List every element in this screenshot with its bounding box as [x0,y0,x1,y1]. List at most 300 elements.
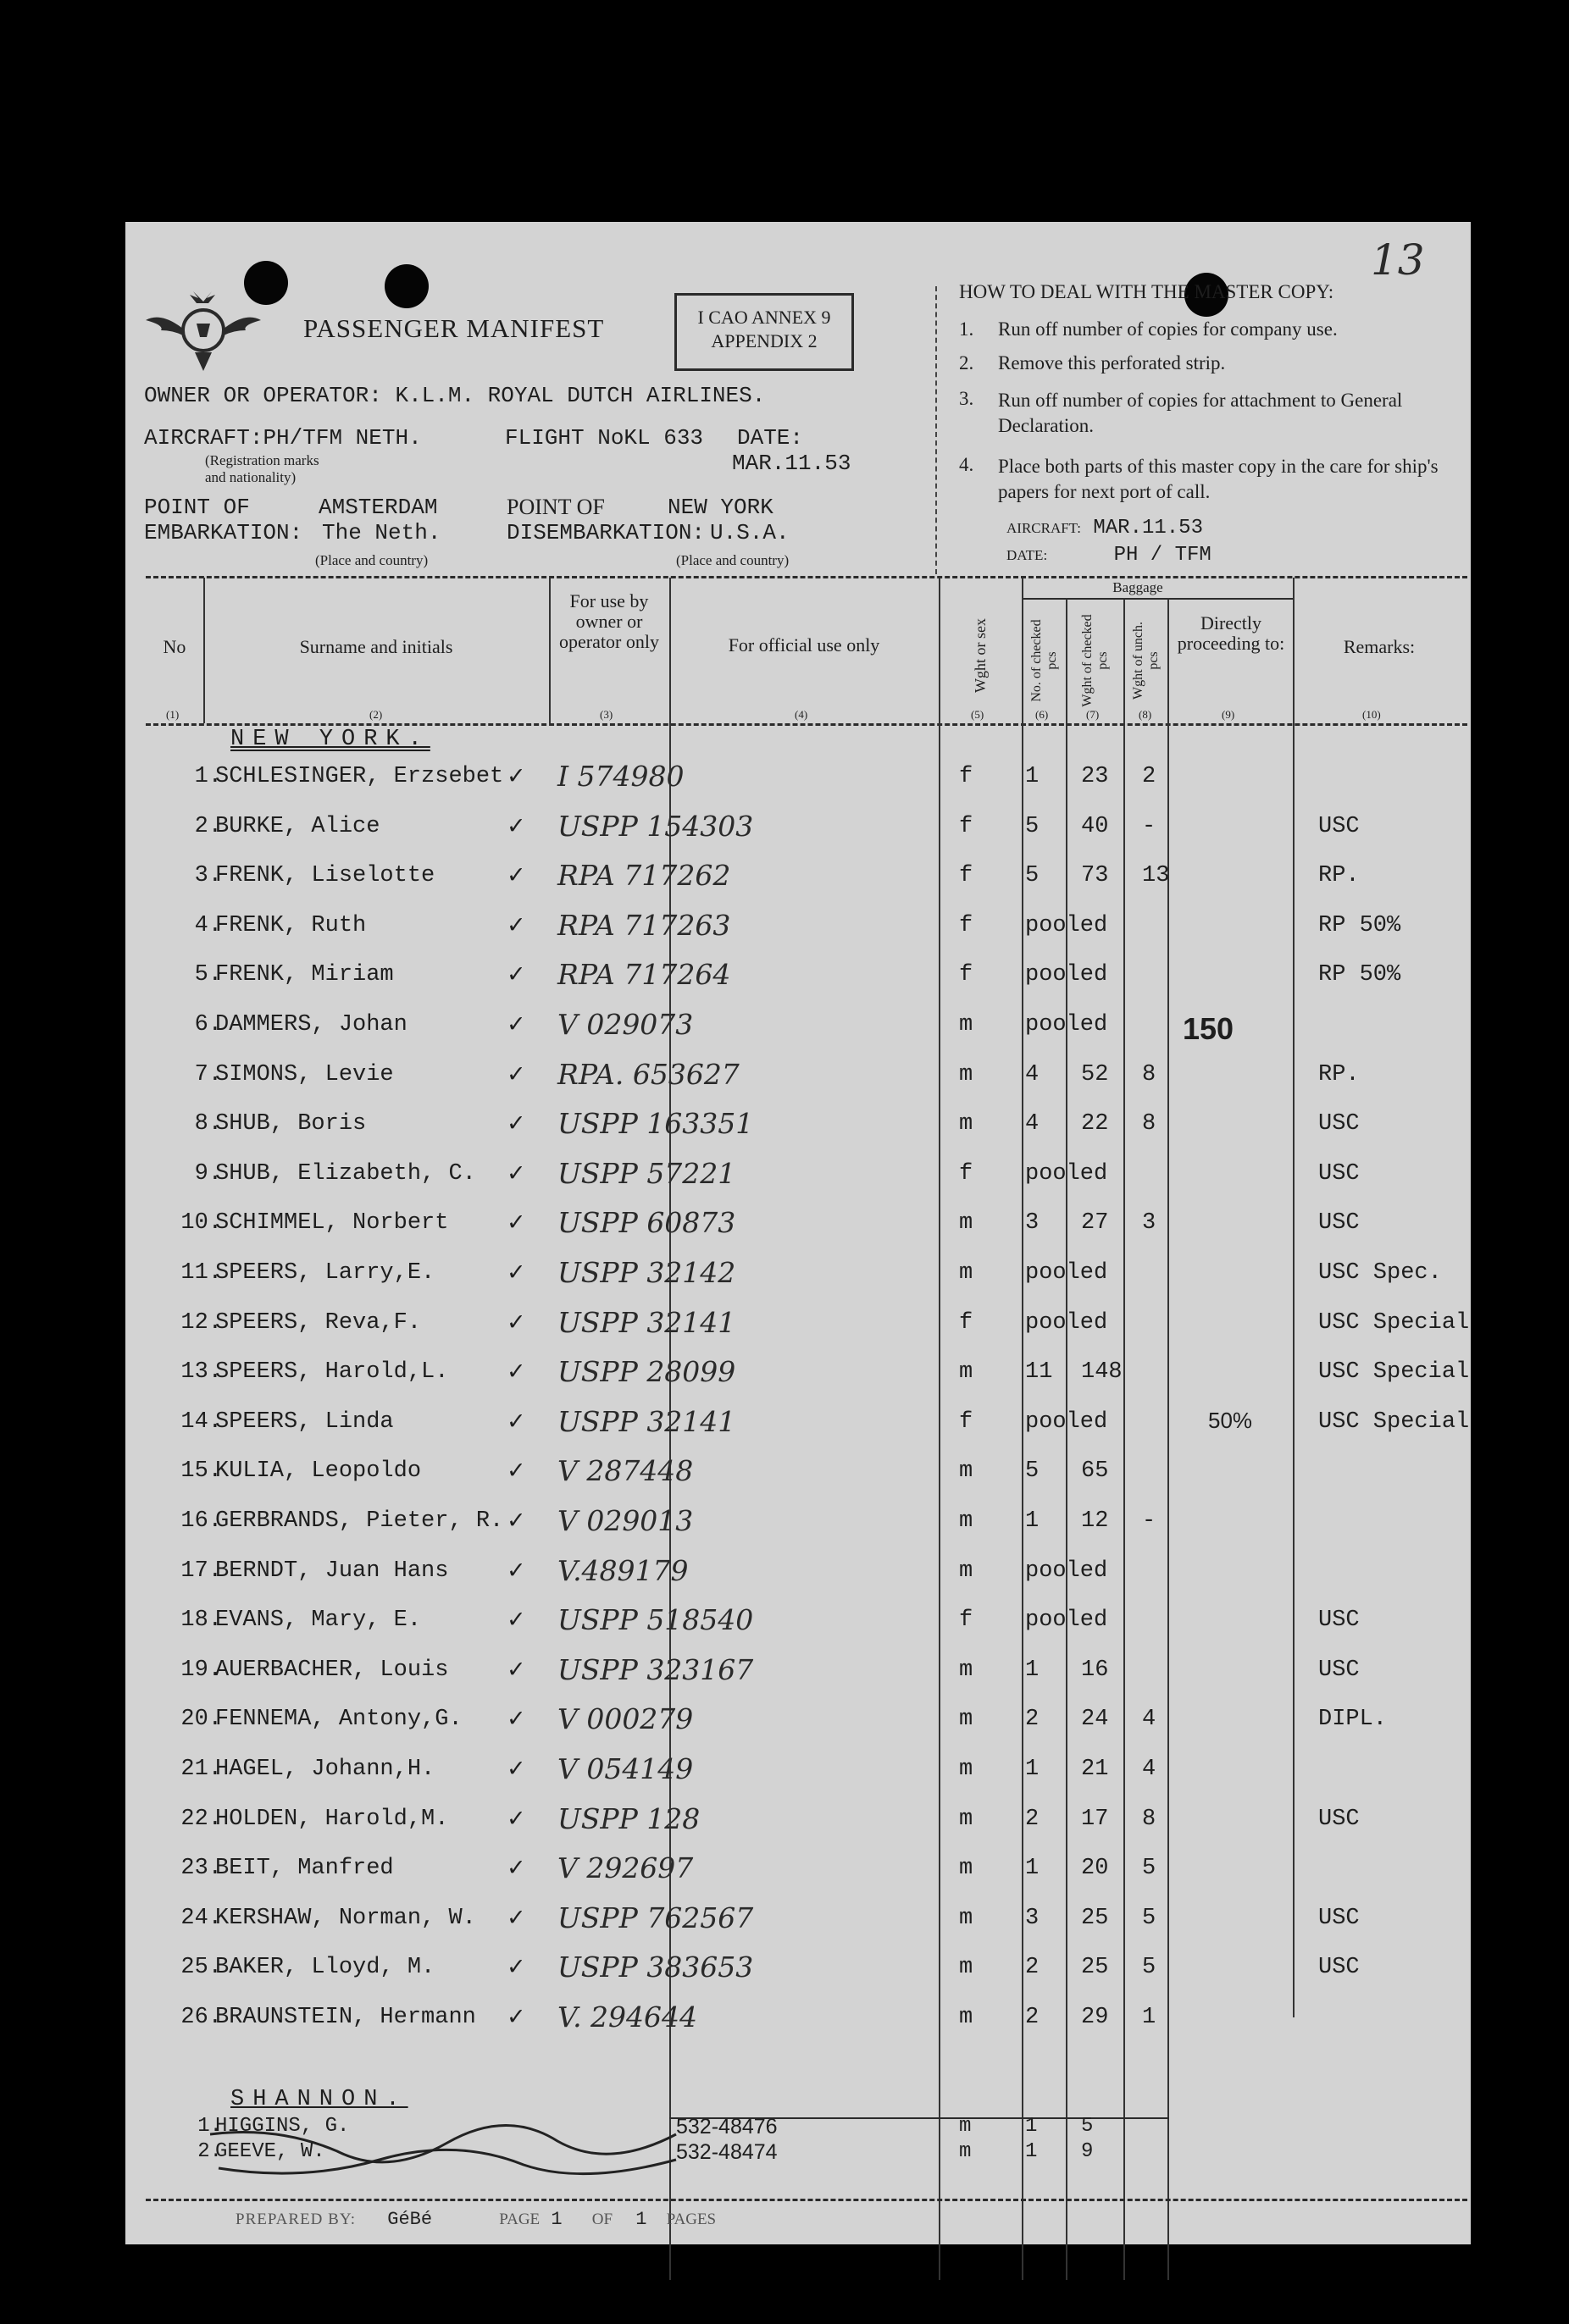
checked-weight: 22 [1081,1111,1109,1137]
checked-weight: 24 [1081,1707,1109,1732]
remarks: USC [1318,1906,1360,1931]
col-divider [549,578,551,723]
passenger-sex: f [959,814,973,839]
passport-number: V 029013 [557,1504,694,1537]
official-number: 532-48474 [676,2140,778,2164]
disembark-note: (Place and country) [676,552,790,568]
passport-number: V 054149 [557,1752,694,1785]
remarks: USC [1318,1657,1360,1683]
passenger-name: SCHLESINGER, Erzsebet [215,764,504,789]
passenger-sex: m [959,1062,973,1087]
instruction-text: Remove this perforated strip. [998,352,1226,374]
strip-aircraft-label: AIRCRAFT: [1006,520,1081,536]
checked-weight: 16 [1081,1657,1109,1683]
passenger-name: BURKE, Alice [215,814,380,839]
passenger-number: 10. [180,1210,222,1236]
passport-number: USPP 128 [557,1802,701,1835]
page-value: 1 [551,2209,563,2230]
col-header-unchecked-wt: Wght of unch. pcs [1131,622,1161,700]
checked-pieces: pooled [1025,1409,1108,1435]
passenger-sex: m [959,2005,973,2030]
page-label: PAGE [499,2211,541,2228]
checked-pieces: pooled [1025,1310,1108,1336]
check-mark-icon: ✓ [507,1309,526,1336]
aircraft-note-2: and nationality) [205,469,297,485]
checked-weight: 25 [1081,1955,1109,1980]
table-row [125,1149,1471,1198]
passenger-number: 14. [180,1409,222,1435]
checked-weight: 73 [1081,863,1109,888]
check-mark-icon: ✓ [507,1160,526,1187]
unchecked-weight: 8 [1142,1807,1156,1832]
passenger-sex: m [959,2140,972,2163]
passenger-number: 7. [194,1062,222,1087]
passenger-name: BERNDT, Juan Hans [215,1558,449,1584]
official-number: 532-48476 [676,2115,778,2139]
unchecked-weight: - [1142,1508,1156,1534]
passport-number: RPA 717263 [557,909,731,942]
col-header-baggage: Baggage [1112,579,1163,595]
checked-pieces: 1 [1025,1657,1040,1683]
passenger-number: 13. [180,1359,222,1385]
checked-pieces: 3 [1025,1210,1040,1236]
col-num: (1) [166,708,180,721]
check-mark-icon: ✓ [507,1458,526,1484]
aircraft-label: AIRCRAFT: [144,425,263,451]
prepared-value: GéBé [387,2209,433,2230]
baggage-rule [1022,598,1293,600]
col-header-official-use: For official use only [728,634,880,656]
passport-number: USPP 32142 [557,1256,736,1289]
passenger-number: 1. [194,764,222,789]
passenger-number: 11. [180,1260,222,1286]
check-mark-icon: ✓ [507,2004,526,2030]
checked-pieces: 11 [1025,1359,1053,1385]
passenger-name: HAGEL, Johann,H. [215,1757,435,1782]
passenger-number: 8. [194,1111,222,1137]
unchecked-weight: 5 [1142,1906,1156,1931]
check-mark-icon: ✓ [507,1756,526,1782]
punch-hole [385,264,429,308]
passport-number: USPP 762567 [557,1901,754,1934]
table-row [125,1795,1471,1844]
passenger-sex: m [959,1359,973,1385]
instruction-text: Run off number of copies for attachment to General Declaration. [998,390,1403,436]
table-row [125,901,1471,950]
table-row [125,1298,1471,1347]
table-row [125,1198,1471,1248]
remarks: USC [1318,1111,1360,1137]
checked-weight: 21 [1081,1757,1109,1782]
annex-box [674,293,854,371]
passenger-number: 16. [180,1508,222,1534]
table-top-rule [146,576,1467,578]
checked-weight: 5 [1081,2115,1094,2138]
passenger-number: 24. [180,1906,222,1931]
remarks: USC [1318,1607,1360,1633]
strip-aircraft-value: MAR.11.53 [1093,517,1203,540]
passenger-name: EVANS, Mary, E. [215,1607,422,1633]
checked-pieces: 1 [1025,1856,1040,1881]
table-row [125,1050,1471,1099]
date-label: DATE: [737,425,804,451]
col-num: (8) [1139,708,1152,721]
checked-weight: 12 [1081,1508,1109,1534]
col-num: (5) [971,708,984,721]
col-num: (6) [1035,708,1049,721]
passport-number: USPP 32141 [557,1306,736,1339]
checked-weight: 9 [1081,2140,1094,2163]
passenger-sex: m [959,1757,973,1782]
passenger-sex: m [959,1210,973,1236]
check-mark-icon: ✓ [507,1558,526,1584]
check-mark-icon: ✓ [507,1706,526,1732]
check-mark-icon: ✓ [507,1358,526,1385]
passenger-name: BEIT, Manfred [215,1856,394,1881]
passport-number: USPP 60873 [557,1206,736,1239]
check-mark-icon: ✓ [507,1905,526,1931]
embark-label-1: POINT OF [144,495,250,520]
unchecked-weight: - [1142,814,1156,839]
passenger-name: GEEVE, W. [215,2140,325,2163]
passenger-name: BAKER, Lloyd, M. [215,1955,435,1980]
disembark-label-1: POINT OF [507,495,605,519]
checked-pieces: 2 [1025,1955,1040,1980]
checked-pieces: pooled [1025,1260,1108,1286]
unchecked-weight: 5 [1142,1955,1156,1980]
passenger-sex: f [959,764,973,789]
passenger-sex: f [959,913,973,938]
of-value: 1 [635,2209,647,2230]
table-row [125,1248,1471,1298]
passport-number: USPP 518540 [557,1603,754,1636]
passenger-number: 22. [180,1807,222,1832]
passenger-name: SHUB, Boris [215,1111,367,1137]
checked-pieces: pooled [1025,1161,1108,1187]
checked-pieces: 5 [1025,1458,1040,1484]
table-row [125,1943,1471,1992]
checked-weight: 20 [1081,1856,1109,1881]
table-row [125,1000,1471,1049]
section-shannon: SHANNON. [230,2087,408,2112]
col-num: (9) [1222,708,1235,721]
passenger-name: SPEERS, Harold,L. [215,1359,449,1385]
checked-weight: 27 [1081,1210,1109,1236]
checked-pieces: 2 [1025,2005,1040,2030]
unchecked-weight: 5 [1142,1856,1156,1881]
checked-pieces: 4 [1025,1111,1040,1137]
passenger-name: SIMONS, Levie [215,1062,394,1087]
passenger-number: 5. [194,962,222,988]
table-row [125,1646,1471,1695]
remarks: USC [1318,1161,1360,1187]
passenger-name: SPEERS, Linda [215,1409,394,1435]
passenger-number: 25. [180,1955,222,1980]
passport-number: USPP 57221 [557,1157,736,1190]
remarks: USC [1318,1955,1360,1980]
remarks: DIPL. [1318,1707,1388,1732]
col-num: (3) [600,708,613,721]
unchecked-weight: 8 [1142,1111,1156,1137]
instruction-text: Run off number of copies for company use. [998,318,1338,340]
passenger-number: 12. [180,1310,222,1336]
passenger-sex: m [959,1657,973,1683]
annex-label: I CAO ANNEX 9 [697,307,831,328]
col-num: (2) [369,708,383,721]
passport-number: USPP 28099 [557,1355,736,1388]
checked-pieces: 3 [1025,1906,1040,1931]
embark-country: The Neth. [322,520,441,545]
table-row [125,1894,1471,1943]
passenger-number: 6. [194,1012,222,1038]
checked-pieces: 1 [1025,1508,1040,1534]
aircraft-row [144,425,422,451]
remarks: RP. [1318,863,1360,888]
perforation-line [935,286,937,574]
checked-pieces: 2 [1025,1807,1040,1832]
table-row [125,1547,1471,1596]
check-mark-icon: ✓ [507,1408,526,1435]
table-row [125,1695,1471,1744]
passenger-sex: m [959,1111,973,1137]
instruction-num: 2. [959,352,974,374]
passenger-number: 15. [180,1458,222,1484]
checked-pieces: 5 [1025,863,1040,888]
check-mark-icon: ✓ [507,961,526,988]
instruction-num: 3. [959,388,974,409]
passenger-number: 3. [194,863,222,888]
strip-date-label: DATE: [1006,547,1048,563]
passenger-number: 23. [180,1856,222,1881]
passport-number: V 029073 [557,1008,694,1041]
klm-crest-icon [144,286,263,379]
unchecked-weight: 13 [1142,863,1170,888]
passport-number: V 287448 [557,1454,694,1487]
checked-pieces: pooled [1025,962,1108,988]
check-mark-icon: ✓ [507,1806,526,1832]
passenger-sex: f [959,1161,973,1187]
passenger-name: KULIA, Leopoldo [215,1458,422,1484]
remarks: USC Special [1318,1409,1470,1435]
passenger-number: 4. [194,913,222,938]
passenger-name: FENNEMA, Antony,G. [215,1707,463,1732]
table-row [125,1347,1471,1397]
check-mark-icon: ✓ [507,1061,526,1087]
instruction-text: Place both parts of this master copy in the care for ship's papers for next port of call. [998,456,1439,502]
check-mark-icon: ✓ [507,1855,526,1881]
owner-row [144,383,765,408]
check-mark-icon: ✓ [507,862,526,888]
remarks: RP. [1318,1062,1360,1087]
passenger-name: HOLDEN, Harold,M. [215,1807,449,1832]
checked-pieces: pooled [1025,1607,1108,1633]
passenger-sex: m [959,1508,973,1534]
passenger-sex: m [959,1707,973,1732]
passenger-number: 20. [180,1707,222,1732]
footer-rule [146,2199,1467,2201]
checked-pieces: pooled [1025,913,1108,938]
table-row [125,1497,1471,1546]
passenger-name: FRENK, Miriam [215,962,394,988]
table-row [125,802,1471,851]
header-bottom-rule [146,723,1467,726]
disembark-city: NEW YORK [668,495,773,520]
passenger-number: 2. [194,814,222,839]
directly-50-percent: 50% [1208,1408,1253,1433]
checked-pieces: 1 [1025,764,1040,789]
passenger-number: 26. [180,2005,222,2030]
col-header-directly: Directly proceeding to: [1177,612,1285,654]
passenger-sex: m [959,1955,973,1980]
checked-pieces: 1 [1025,1757,1040,1782]
col-header-checked-wt: Wght of checked pcs [1080,614,1110,707]
checked-weight: 52 [1081,1062,1109,1087]
table-row [125,752,1471,801]
checked-weight: 148 [1081,1359,1123,1385]
passenger-number: 9. [194,1161,222,1187]
page-number: 13 [1371,235,1425,285]
strip-date [1006,544,1211,567]
passenger-name: SPEERS, Reva,F. [215,1310,422,1336]
passenger-number: 2. [197,2140,222,2163]
prepared-label: PREPARED BY: [236,2211,357,2228]
passenger-sex: f [959,863,973,888]
table-row [125,1447,1471,1496]
section-new-york: NEW YORK. [230,727,430,752]
remarks: USC Spec. [1318,1260,1442,1286]
disembark-country: U.S.A. [710,520,790,545]
passenger-number: 18. [180,1607,222,1633]
passport-number: V.489179 [557,1554,689,1587]
passenger-sex: m [959,1856,973,1881]
passenger-sex: f [959,962,973,988]
disembark-label-2: DISEMBARKATION: [507,520,706,545]
manifest-title: PASSENGER MANIFEST [303,313,605,343]
passport-number: RPA. 653627 [557,1058,740,1091]
col-header-sex: Wght or sex [972,618,989,693]
pages-label: PAGES [666,2211,717,2228]
passenger-name: AUERBACHER, Louis [215,1657,449,1683]
passenger-name: DAMMERS, Johan [215,1012,407,1038]
passenger-name: HIGGINS, G. [215,2115,350,2138]
passport-number: USPP 32141 [557,1405,736,1438]
flight-label: FLIGHT NoKL 633 [505,425,704,451]
unchecked-weight: 1 [1142,2005,1156,2030]
passenger-sex: m [959,1807,973,1832]
check-mark-icon: ✓ [507,763,526,789]
passenger-name: SHUB, Elizabeth, C. [215,1161,476,1187]
checked-pieces: pooled [1025,1012,1108,1038]
strip-aircraft [1006,517,1203,540]
checked-pieces: 1 [1025,2140,1038,2163]
passenger-sex: m [959,1458,973,1484]
date-value: MAR.11.53 [732,451,851,476]
aircraft-value: PH/TFM NETH. [263,425,422,451]
remarks: USC [1318,1210,1360,1236]
table-row [125,1099,1471,1148]
remarks: USC [1318,1807,1360,1832]
passenger-number: 1. [197,2115,222,2138]
of-label: OF [591,2211,613,2228]
passenger-name: SCHIMMEL, Norbert [215,1210,449,1236]
table-row [125,1397,1471,1447]
passenger-name: GERBRANDS, Pieter, R. [215,1508,504,1534]
checked-weight: 17 [1081,1807,1109,1832]
passenger-sex: m [959,1906,973,1931]
instruction-num: 4. [959,454,974,475]
owner-value: K.L.M. ROYAL DUTCH AIRLINES. [395,383,766,408]
table-row [125,851,1471,900]
check-mark-icon: ✓ [507,1110,526,1137]
embark-city: AMSTERDAM [319,495,438,520]
table-row [125,1596,1471,1645]
embark-note: (Place and country) [315,552,429,568]
col-header-checked-pcs: No. of checked pcs [1029,619,1059,702]
instructions-title: HOW TO DEAL WITH THE MASTER COPY: [959,281,1334,302]
checked-pieces: pooled [1025,1558,1108,1584]
check-mark-icon: ✓ [507,813,526,839]
directly-150-stamp: 150 [1183,1011,1234,1046]
table-row [125,950,1471,999]
checked-weight: 23 [1081,764,1109,789]
passport-number: I 574980 [557,760,685,793]
checked-pieces: 2 [1025,1707,1040,1732]
table-row [125,1844,1471,1893]
check-mark-icon: ✓ [507,1011,526,1038]
passport-number: USPP 323167 [557,1653,754,1686]
checked-weight: 40 [1081,814,1109,839]
owner-label: OWNER OR OPERATOR: [144,383,382,408]
col-num: (7) [1086,708,1100,721]
passenger-sex: f [959,1310,973,1336]
strip-date-value: PH / TFM [1113,544,1211,567]
passenger-name: FRENK, Ruth [215,913,367,938]
unchecked-weight: 2 [1142,764,1156,789]
check-mark-icon: ✓ [507,1508,526,1534]
instruction-num: 1. [959,318,974,340]
passport-number: USPP 383653 [557,1951,754,1984]
check-mark-icon: ✓ [507,1657,526,1683]
unchecked-weight: 4 [1142,1757,1156,1782]
check-mark-icon: ✓ [507,1259,526,1286]
checked-weight: 65 [1081,1458,1109,1484]
passport-number: USPP 154303 [557,810,754,843]
unchecked-weight: 8 [1142,1062,1156,1087]
col-num: (10) [1362,708,1381,721]
checked-pieces: 4 [1025,1062,1040,1087]
passenger-number: 19. [180,1657,222,1683]
check-mark-icon: ✓ [507,1607,526,1633]
col-header-owner-use: For use by owner or operator only [559,590,659,652]
checked-pieces: 1 [1025,2115,1038,2138]
checked-weight: 29 [1081,2005,1109,2030]
unchecked-weight: 4 [1142,1707,1156,1732]
checked-weight: 25 [1081,1906,1109,1931]
aircraft-note-1: (Registration marks [205,452,319,468]
check-mark-icon: ✓ [507,1209,526,1236]
passport-number: V 000279 [557,1702,694,1735]
col-header-name: Surname and initials [299,636,453,657]
passport-number: RPA 717262 [557,859,731,892]
passenger-name: KERSHAW, Norman, W. [215,1906,476,1931]
unchecked-weight: 3 [1142,1210,1156,1236]
manifest-paper [125,222,1471,2244]
appendix-label: APPENDIX 2 [711,330,818,351]
table-row [125,1745,1471,1794]
strike-through-scribble [202,2100,710,2194]
checked-pieces: 5 [1025,814,1040,839]
passenger-number: 17. [180,1558,222,1584]
